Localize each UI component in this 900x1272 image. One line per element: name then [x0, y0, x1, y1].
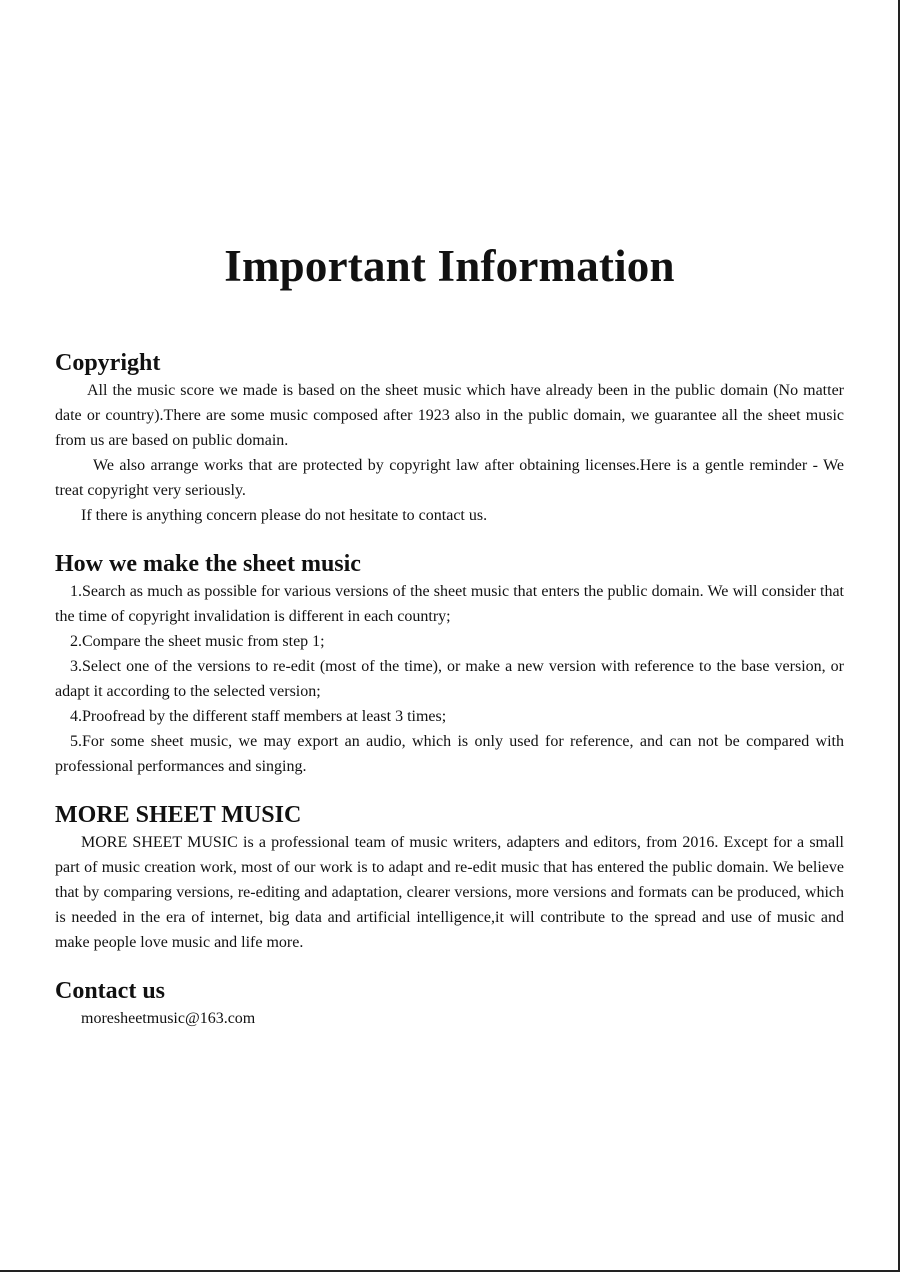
- copyright-heading: Copyright: [55, 350, 161, 376]
- about-section: [55, 800, 844, 955]
- contact-section: [55, 976, 844, 1031]
- process-step-5: 5.For some sheet music, we may export an audio, which is only used for reference, and can not be compared with professional performances and singing.: [55, 733, 844, 775]
- page-title: Important Information: [224, 241, 675, 291]
- process-heading: How we make the sheet music: [55, 551, 361, 577]
- copyright-section: [55, 348, 844, 528]
- process-step-3: 3.Select one of the versions to re-edit (most of the time), or make a new version with reference to the base version, or adapt it according to the selected version;: [55, 658, 844, 700]
- about-heading: MORE SHEET MUSIC: [55, 802, 302, 828]
- copyright-paragraph-2: We also arrange works that are protected by copyright law after obtaining licenses.Here is a gentle reminder - We treat copyright very seriously.: [55, 457, 844, 499]
- process-step-2: 2.Compare the sheet music from step 1;: [70, 633, 325, 650]
- process-section: [55, 549, 844, 779]
- process-step-4: 4.Proofread by the different staff members at least 3 times;: [70, 708, 447, 725]
- copyright-paragraph-1: All the music score we made is based on the sheet music which have already been in the public domain (No matter date or country).There are some music composed after 1923 also in the public domain, we guarantee all the sheet music from us are based on public domain.: [55, 382, 844, 449]
- process-step-1: 1.Search as much as possible for various versions of the sheet music that enters the public domain. We will consider that the time of copyright invalidation is different in each country;: [55, 583, 844, 625]
- contact-email[interactable]: moresheetmusic@163.com: [81, 1010, 256, 1027]
- document-content: [55, 236, 844, 1031]
- contact-heading: Contact us: [55, 978, 166, 1004]
- about-paragraph: MORE SHEET MUSIC is a professional team of music writers, adapters and editors, from 2016. Except for a small part of music creation work, most of our work is to adapt and re-edit music that has entered the public domain. We believe that by comparing versions, re-editing and adaptation, clearer versions, more versions and formats can be produced, which is needed in the era of internet, big data and artificial intelligence,it will contribute to the spread and use of music and make people love music and life more.: [55, 834, 844, 951]
- copyright-paragraph-3: If there is anything concern please do not hesitate to contact us.: [81, 507, 488, 524]
